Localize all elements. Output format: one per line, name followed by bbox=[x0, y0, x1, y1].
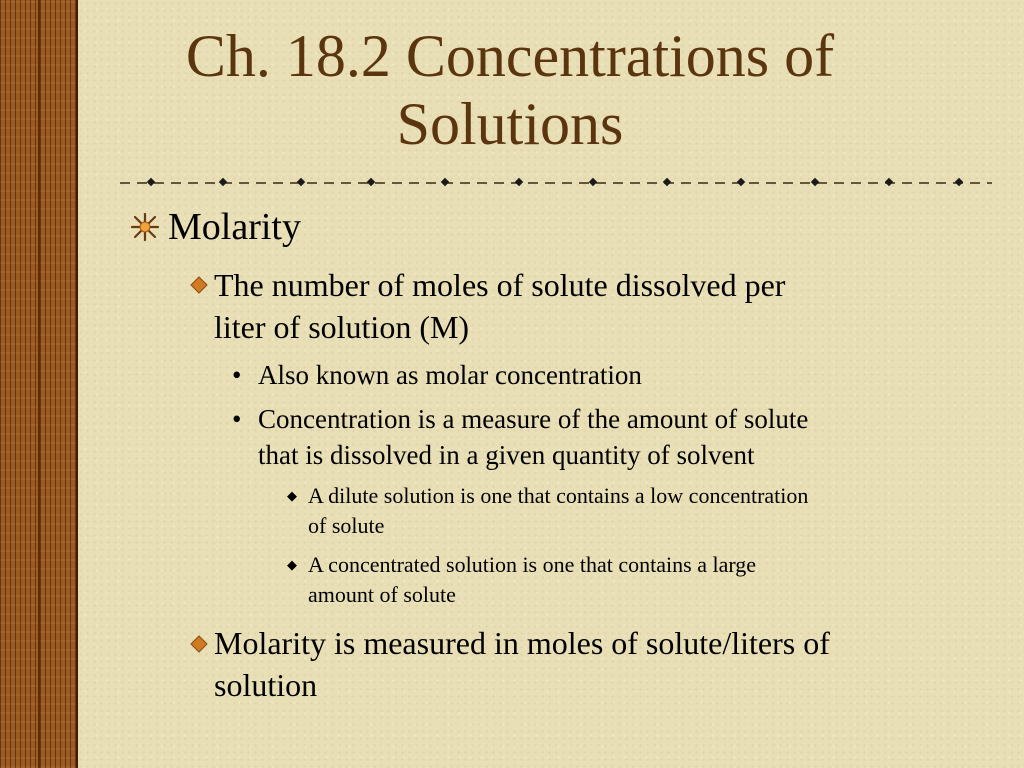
strip-divider-line bbox=[38, 0, 40, 768]
bullet-dilute-line-1: A dilute solution is one that contains a low concentration bbox=[308, 483, 809, 508]
diamond-icon bbox=[190, 276, 208, 294]
dot-icon: • bbox=[232, 360, 242, 390]
bullet-dilute-solution bbox=[308, 481, 808, 541]
title-line-2: Solutions bbox=[396, 91, 624, 157]
bullet-definition bbox=[214, 264, 785, 348]
bullet-definition-line-1: The number of moles of solute dissolved per bbox=[214, 267, 786, 303]
bullet-definition-line-2: liter of solution (M) bbox=[214, 309, 470, 345]
small-diamond-icon: ◆ bbox=[287, 488, 297, 503]
bullet-concentration-line-2: that is dissolved in a given quantity of solvent bbox=[258, 440, 755, 470]
strip-edge-line bbox=[76, 0, 78, 768]
bullet-concentration-line-1: Concentration is a measure of the amount of solute bbox=[258, 404, 809, 434]
bullet-units-line-2: solution bbox=[214, 667, 318, 703]
bullet-concentrated-line-1: A concentrated solution is one that contains a large bbox=[308, 552, 757, 577]
small-diamond-icon: ◆ bbox=[287, 557, 297, 572]
bullet-molar-concentration: Also known as molar concentration bbox=[258, 360, 642, 390]
title-line-1: Ch. 18.2 Concentrations of bbox=[185, 23, 835, 89]
wood-side-strip bbox=[0, 0, 78, 768]
diamond-icon bbox=[190, 635, 208, 653]
bullet-concentrated-line-2: amount of solute bbox=[308, 582, 456, 607]
bullet-concentration-definition bbox=[258, 401, 808, 473]
bullet-molarity-units bbox=[214, 622, 830, 706]
bullet-molarity: Molarity bbox=[168, 206, 301, 248]
dot-icon: • bbox=[232, 404, 242, 434]
bullet-dilute-line-2: of solute bbox=[308, 513, 385, 538]
slide-title bbox=[120, 22, 900, 158]
bullet-units-line-1: Molarity is measured in moles of solute/liters of bbox=[214, 625, 830, 661]
star-icon bbox=[130, 212, 160, 242]
decorative-divider bbox=[120, 176, 992, 190]
bullet-concentrated-solution bbox=[308, 550, 756, 610]
